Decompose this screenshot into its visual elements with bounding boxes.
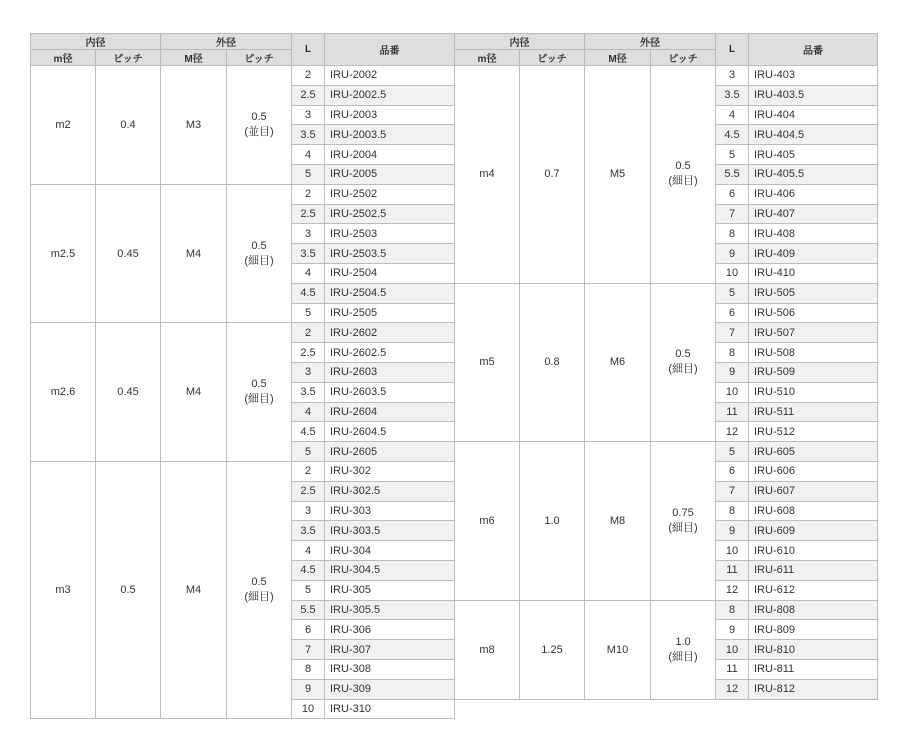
part-number-cell: IRU-810 xyxy=(749,640,878,660)
length-cell: 8 xyxy=(716,600,749,620)
part-number-cell: IRU-2003 xyxy=(325,105,455,125)
length-cell: 4 xyxy=(292,402,325,422)
m-diameter-header: m径 xyxy=(31,50,96,66)
part-number-cell: IRU-2605 xyxy=(325,442,455,462)
inner-pitch-cell: 0.7 xyxy=(520,66,585,284)
length-cell: 10 xyxy=(716,541,749,561)
part-number-cell: IRU-307 xyxy=(325,640,455,660)
part-number-cell: IRU-304 xyxy=(325,541,455,561)
part-number-cell: IRU-404 xyxy=(749,105,878,125)
length-cell: 9 xyxy=(716,521,749,541)
m-diameter-cell: m4 xyxy=(455,66,520,284)
part-number-cell: IRU-2602 xyxy=(325,323,455,343)
part-number-cell: IRU-511 xyxy=(749,402,878,422)
m-diameter-cell: m8 xyxy=(455,600,520,699)
outer-pitch-cell xyxy=(227,461,292,718)
spec-table-right xyxy=(454,33,878,700)
part-number-cell: IRU-406 xyxy=(749,184,878,204)
length-cell: 4 xyxy=(716,105,749,125)
length-cell: 10 xyxy=(292,699,325,719)
part-number-cell: IRU-305.5 xyxy=(325,600,455,620)
length-cell: 10 xyxy=(716,382,749,402)
length-cell: 3.5 xyxy=(292,125,325,145)
length-cell: 5 xyxy=(292,303,325,323)
length-cell: 4 xyxy=(292,145,325,165)
length-cell: 4 xyxy=(292,263,325,283)
length-cell: 4.5 xyxy=(292,422,325,442)
outer-pitch-cell xyxy=(227,184,292,323)
m-diameter-cell: m5 xyxy=(455,283,520,441)
length-cell: 9 xyxy=(716,244,749,264)
part-number-cell: IRU-2504 xyxy=(325,263,455,283)
outer-pitch-value: 0.5 xyxy=(251,239,267,252)
part-number-cell: IRU-612 xyxy=(749,580,878,600)
table-row xyxy=(31,66,455,86)
outer-pitch-header: ピッチ xyxy=(651,50,716,66)
part-number-cell: IRU-2603 xyxy=(325,362,455,382)
length-cell: 2.5 xyxy=(292,85,325,105)
part-number-cell: IRU-2503.5 xyxy=(325,244,455,264)
inner-diameter-group-header: 内径 xyxy=(455,34,585,50)
outer-pitch-cell xyxy=(651,66,716,284)
part-number-cell: IRU-610 xyxy=(749,541,878,561)
part-number-cell: IRU-310 xyxy=(325,699,455,719)
inner-pitch-cell: 1.25 xyxy=(520,600,585,699)
part-number-cell: IRU-2503 xyxy=(325,224,455,244)
part-number-cell: IRU-410 xyxy=(749,263,878,283)
length-cell: 11 xyxy=(716,560,749,580)
part-number-cell: IRU-608 xyxy=(749,501,878,521)
part-number-cell: IRU-2604 xyxy=(325,402,455,422)
outer-diameter-group-header: 外径 xyxy=(161,34,292,50)
part-number-header: 品番 xyxy=(749,34,878,66)
length-cell: 3 xyxy=(716,66,749,86)
part-number-cell: IRU-607 xyxy=(749,481,878,501)
inner-pitch-cell: 0.45 xyxy=(96,184,161,323)
length-cell: 8 xyxy=(292,659,325,679)
m-diameter-cell: m3 xyxy=(31,461,96,718)
part-number-cell: IRU-2502.5 xyxy=(325,204,455,224)
length-cell: 2.5 xyxy=(292,343,325,363)
length-cell: 5 xyxy=(292,442,325,462)
outer-pitch-cell xyxy=(651,442,716,600)
m-diameter-cell: m2 xyxy=(31,66,96,185)
part-number-cell: IRU-512 xyxy=(749,422,878,442)
table-header xyxy=(31,34,455,66)
part-number-cell: IRU-403.5 xyxy=(749,85,878,105)
part-number-cell: IRU-2504.5 xyxy=(325,283,455,303)
part-number-cell: IRU-407 xyxy=(749,204,878,224)
length-cell: 8 xyxy=(716,224,749,244)
outer-pitch-value: 0.5 xyxy=(251,378,267,391)
inner-pitch-cell: 0.4 xyxy=(96,66,161,185)
part-number-cell: IRU-404.5 xyxy=(749,125,878,145)
length-cell: 4.5 xyxy=(716,125,749,145)
part-number-cell: IRU-605 xyxy=(749,442,878,462)
table-row xyxy=(31,323,455,343)
part-number-cell: IRU-809 xyxy=(749,620,878,640)
length-cell: 5.5 xyxy=(292,600,325,620)
table-row xyxy=(31,184,455,204)
length-cell: 12 xyxy=(716,679,749,699)
length-cell: 11 xyxy=(716,659,749,679)
table-row xyxy=(31,461,455,481)
outer-pitch-value: 0.5 xyxy=(251,576,267,589)
length-cell: 10 xyxy=(716,640,749,660)
part-number-cell: IRU-306 xyxy=(325,620,455,640)
length-cell: 2.5 xyxy=(292,204,325,224)
part-number-cell: IRU-606 xyxy=(749,461,878,481)
m-diameter-header: m径 xyxy=(455,50,520,66)
part-number-cell: IRU-2003.5 xyxy=(325,125,455,145)
table-body xyxy=(31,66,455,719)
m-diameter-cell: m2.6 xyxy=(31,323,96,462)
table-row xyxy=(455,442,878,462)
outer-pitch-cell xyxy=(227,323,292,462)
part-number-cell: IRU-508 xyxy=(749,343,878,363)
part-number-cell: IRU-510 xyxy=(749,382,878,402)
inner-diameter-group-header: 内径 xyxy=(31,34,161,50)
table-row xyxy=(455,283,878,303)
part-number-cell: IRU-308 xyxy=(325,659,455,679)
inner-pitch-header: ピッチ xyxy=(96,50,161,66)
thread-type-note: (並目) xyxy=(244,125,274,138)
length-cell: 9 xyxy=(716,620,749,640)
thread-type-note: (細目) xyxy=(668,363,698,376)
part-number-cell: IRU-811 xyxy=(749,659,878,679)
length-cell: 7 xyxy=(716,204,749,224)
length-cell: 6 xyxy=(292,620,325,640)
length-cell: 3.5 xyxy=(292,521,325,541)
length-cell: 3 xyxy=(292,362,325,382)
part-number-cell: IRU-304.5 xyxy=(325,560,455,580)
part-number-cell: IRU-302.5 xyxy=(325,481,455,501)
M-diameter-cell: M10 xyxy=(585,600,651,699)
length-cell: 8 xyxy=(716,501,749,521)
part-number-cell: IRU-2002 xyxy=(325,66,455,86)
length-cell: 12 xyxy=(716,580,749,600)
thread-type-note: (細目) xyxy=(244,393,274,406)
outer-pitch-cell xyxy=(651,283,716,441)
length-cell: 7 xyxy=(292,640,325,660)
M-diameter-header: M径 xyxy=(585,50,651,66)
length-cell: 3 xyxy=(292,501,325,521)
length-cell: 2 xyxy=(292,323,325,343)
part-number-cell: IRU-2005 xyxy=(325,164,455,184)
length-cell: 3.5 xyxy=(292,244,325,264)
part-number-cell: IRU-405 xyxy=(749,145,878,165)
length-cell: 11 xyxy=(716,402,749,422)
inner-pitch-cell: 0.5 xyxy=(96,461,161,718)
inner-pitch-cell: 0.45 xyxy=(96,323,161,462)
length-cell: 5 xyxy=(716,145,749,165)
length-cell: 4 xyxy=(292,541,325,561)
length-cell: 5 xyxy=(292,580,325,600)
M-diameter-cell: M3 xyxy=(161,66,227,185)
part-number-cell: IRU-609 xyxy=(749,521,878,541)
thread-type-note: (細目) xyxy=(244,591,274,604)
part-number-cell: IRU-403 xyxy=(749,66,878,86)
length-header: L xyxy=(292,34,325,66)
m-diameter-cell: m6 xyxy=(455,442,520,600)
part-number-cell: IRU-808 xyxy=(749,600,878,620)
inner-pitch-cell: 1.0 xyxy=(520,442,585,600)
outer-pitch-cell xyxy=(227,66,292,185)
length-cell: 3.5 xyxy=(716,85,749,105)
part-number-cell: IRU-303 xyxy=(325,501,455,521)
length-cell: 6 xyxy=(716,184,749,204)
outer-pitch-value: 0.75 xyxy=(672,506,694,519)
outer-pitch-value: 1.0 xyxy=(675,635,691,648)
part-number-cell: IRU-302 xyxy=(325,461,455,481)
length-cell: 3 xyxy=(292,105,325,125)
length-cell: 3 xyxy=(292,224,325,244)
length-cell: 5.5 xyxy=(716,164,749,184)
length-cell: 7 xyxy=(716,323,749,343)
part-number-cell: IRU-305 xyxy=(325,580,455,600)
length-cell: 2 xyxy=(292,461,325,481)
part-number-header: 品番 xyxy=(325,34,455,66)
length-cell: 12 xyxy=(716,422,749,442)
inner-pitch-cell: 0.8 xyxy=(520,283,585,441)
part-number-cell: IRU-2002.5 xyxy=(325,85,455,105)
M-diameter-cell: M8 xyxy=(585,442,651,600)
part-number-cell: IRU-303.5 xyxy=(325,521,455,541)
length-cell: 3.5 xyxy=(292,382,325,402)
length-cell: 5 xyxy=(716,283,749,303)
table-body xyxy=(455,66,878,700)
m-diameter-cell: m2.5 xyxy=(31,184,96,323)
M-diameter-cell: M4 xyxy=(161,323,227,462)
length-cell: 5 xyxy=(716,442,749,462)
part-number-cell: IRU-611 xyxy=(749,560,878,580)
M-diameter-cell: M6 xyxy=(585,283,651,441)
length-cell: 2.5 xyxy=(292,481,325,501)
part-number-cell: IRU-409 xyxy=(749,244,878,264)
length-cell: 9 xyxy=(292,679,325,699)
M-diameter-cell: M5 xyxy=(585,66,651,284)
thread-type-note: (細目) xyxy=(668,175,698,188)
part-number-cell: IRU-812 xyxy=(749,679,878,699)
length-header: L xyxy=(716,34,749,66)
length-cell: 6 xyxy=(716,303,749,323)
table-header xyxy=(455,34,878,66)
outer-pitch-value: 0.5 xyxy=(251,110,267,123)
length-cell: 4.5 xyxy=(292,560,325,580)
thread-type-note: (細目) xyxy=(668,521,698,534)
part-number-cell: IRU-2502 xyxy=(325,184,455,204)
thread-type-note: (細目) xyxy=(244,254,274,267)
outer-pitch-value: 0.5 xyxy=(675,348,691,361)
part-number-cell: IRU-2604.5 xyxy=(325,422,455,442)
M-diameter-header: M径 xyxy=(161,50,227,66)
part-number-cell: IRU-505 xyxy=(749,283,878,303)
part-number-cell: IRU-2004 xyxy=(325,145,455,165)
outer-pitch-cell xyxy=(651,600,716,699)
length-cell: 10 xyxy=(716,263,749,283)
outer-pitch-header: ピッチ xyxy=(227,50,292,66)
part-number-cell: IRU-2505 xyxy=(325,303,455,323)
part-number-cell: IRU-506 xyxy=(749,303,878,323)
length-cell: 9 xyxy=(716,362,749,382)
outer-diameter-group-header: 外径 xyxy=(585,34,716,50)
table-row xyxy=(455,600,878,620)
length-cell: 2 xyxy=(292,66,325,86)
length-cell: 4.5 xyxy=(292,283,325,303)
part-number-cell: IRU-507 xyxy=(749,323,878,343)
M-diameter-cell: M4 xyxy=(161,184,227,323)
length-cell: 8 xyxy=(716,343,749,363)
table-row xyxy=(455,66,878,86)
inner-pitch-header: ピッチ xyxy=(520,50,585,66)
length-cell: 6 xyxy=(716,461,749,481)
part-number-cell: IRU-509 xyxy=(749,362,878,382)
spec-table-left xyxy=(30,33,455,719)
part-number-cell: IRU-2602.5 xyxy=(325,343,455,363)
part-number-cell: IRU-408 xyxy=(749,224,878,244)
part-number-cell: IRU-405.5 xyxy=(749,164,878,184)
part-number-cell: IRU-309 xyxy=(325,679,455,699)
length-cell: 5 xyxy=(292,164,325,184)
thread-type-note: (細目) xyxy=(668,650,698,663)
outer-pitch-value: 0.5 xyxy=(675,160,691,173)
part-number-cell: IRU-2603.5 xyxy=(325,382,455,402)
length-cell: 2 xyxy=(292,184,325,204)
length-cell: 7 xyxy=(716,481,749,501)
M-diameter-cell: M4 xyxy=(161,461,227,718)
